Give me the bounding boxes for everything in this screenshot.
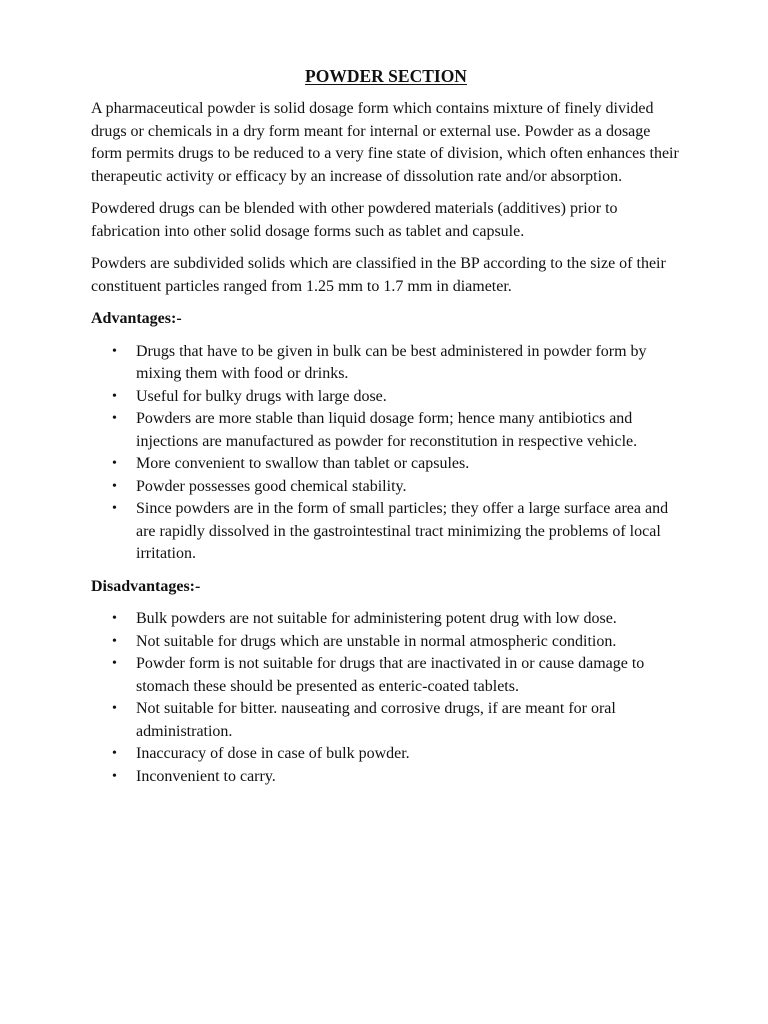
list-item-text: Powders are more stable than liquid dosage form; hence many antibiotics and injections are manufactured as powder for reconstitution in respective vehicle. [136,410,638,450]
list-item-text: Bulk powders are not suitable for administering potent drug with low dose. [136,610,617,627]
list-item [91,408,681,453]
list-item-text: Since powders are in the form of small particles; they offer a large surface area and are rapidly dissolved in the gastrointestinal tract minimizing the problems of local irritation. [136,500,669,562]
bullet-icon: • [112,768,117,784]
list-item [91,453,681,476]
list-item [91,498,681,566]
list-item-text: Inaccuracy of dose in case of bulk powder. [136,745,410,762]
list-item-text: Powder possesses good chemical stability. [136,477,407,495]
classification-paragraph: Powders are subdivided solids which are classified in the BP according to the size of their constituent particles ranged from 1.25 mm to 1.7 mm in diameter. [91,255,666,295]
bullet-icon: • [112,701,117,716]
disadvantages-list [91,608,681,788]
disadvantages-heading: Disadvantages:- [91,577,201,595]
advantages-heading: Advantages:- [91,310,182,327]
list-item [91,386,681,409]
document-page [91,64,681,798]
list-item [91,698,681,743]
list-item-text: Not suitable for drugs which are unstable in normal atmospheric condition. [136,632,617,650]
list-item [91,743,681,766]
bullet-icon: • [112,343,117,359]
list-item-text: Powder form is not suitable for drugs that are inactivated in or cause damage to stomach these should be presented as enteric-coated tablets. [136,655,645,695]
bullet-icon: • [112,633,117,649]
bullet-icon: • [112,478,117,494]
advantages-list [91,341,681,566]
list-item [91,341,681,386]
bullet-icon: • [112,611,117,626]
list-item-text: Inconvenient to carry. [136,767,276,785]
list-item [91,653,681,698]
bullet-icon: • [112,411,117,426]
list-item [91,608,681,631]
bullet-icon: • [112,656,117,671]
intro-paragraph: A pharmaceutical powder is solid dosage form which contains mixture of finely divided drugs or chemicals in a dry form meant for internal or external use. Powder as a dosage form permits drugs to be reduced to a very fine state of division, which often enhances their therapeutic activity or efficacy by an increase of dissolution rate and/or absorption. [91,100,679,185]
list-item [91,631,681,654]
list-item-text: Drugs that have to be given in bulk can be best administered in powder form by mixing them with food or drinks. [136,342,647,382]
list-item-text: More convenient to swallow than tablet or capsules. [136,455,470,472]
list-item [91,766,681,789]
blending-paragraph: Powdered drugs can be blended with other powdered materials (additives) prior to fabrication into other solid dosage forms such as tablet and capsule. [91,200,618,240]
bullet-icon: • [112,456,117,471]
list-item-text: Useful for bulky drugs with large dose. [136,387,387,405]
bullet-icon: • [112,388,117,404]
page-title: POWDER SECTION [305,66,467,86]
list-item-text: Not suitable for bitter. nauseating and corrosive drugs, if are meant for oral administration. [136,700,616,740]
bullet-icon: • [112,746,117,761]
bullet-icon: • [112,501,117,516]
list-item [91,476,681,499]
